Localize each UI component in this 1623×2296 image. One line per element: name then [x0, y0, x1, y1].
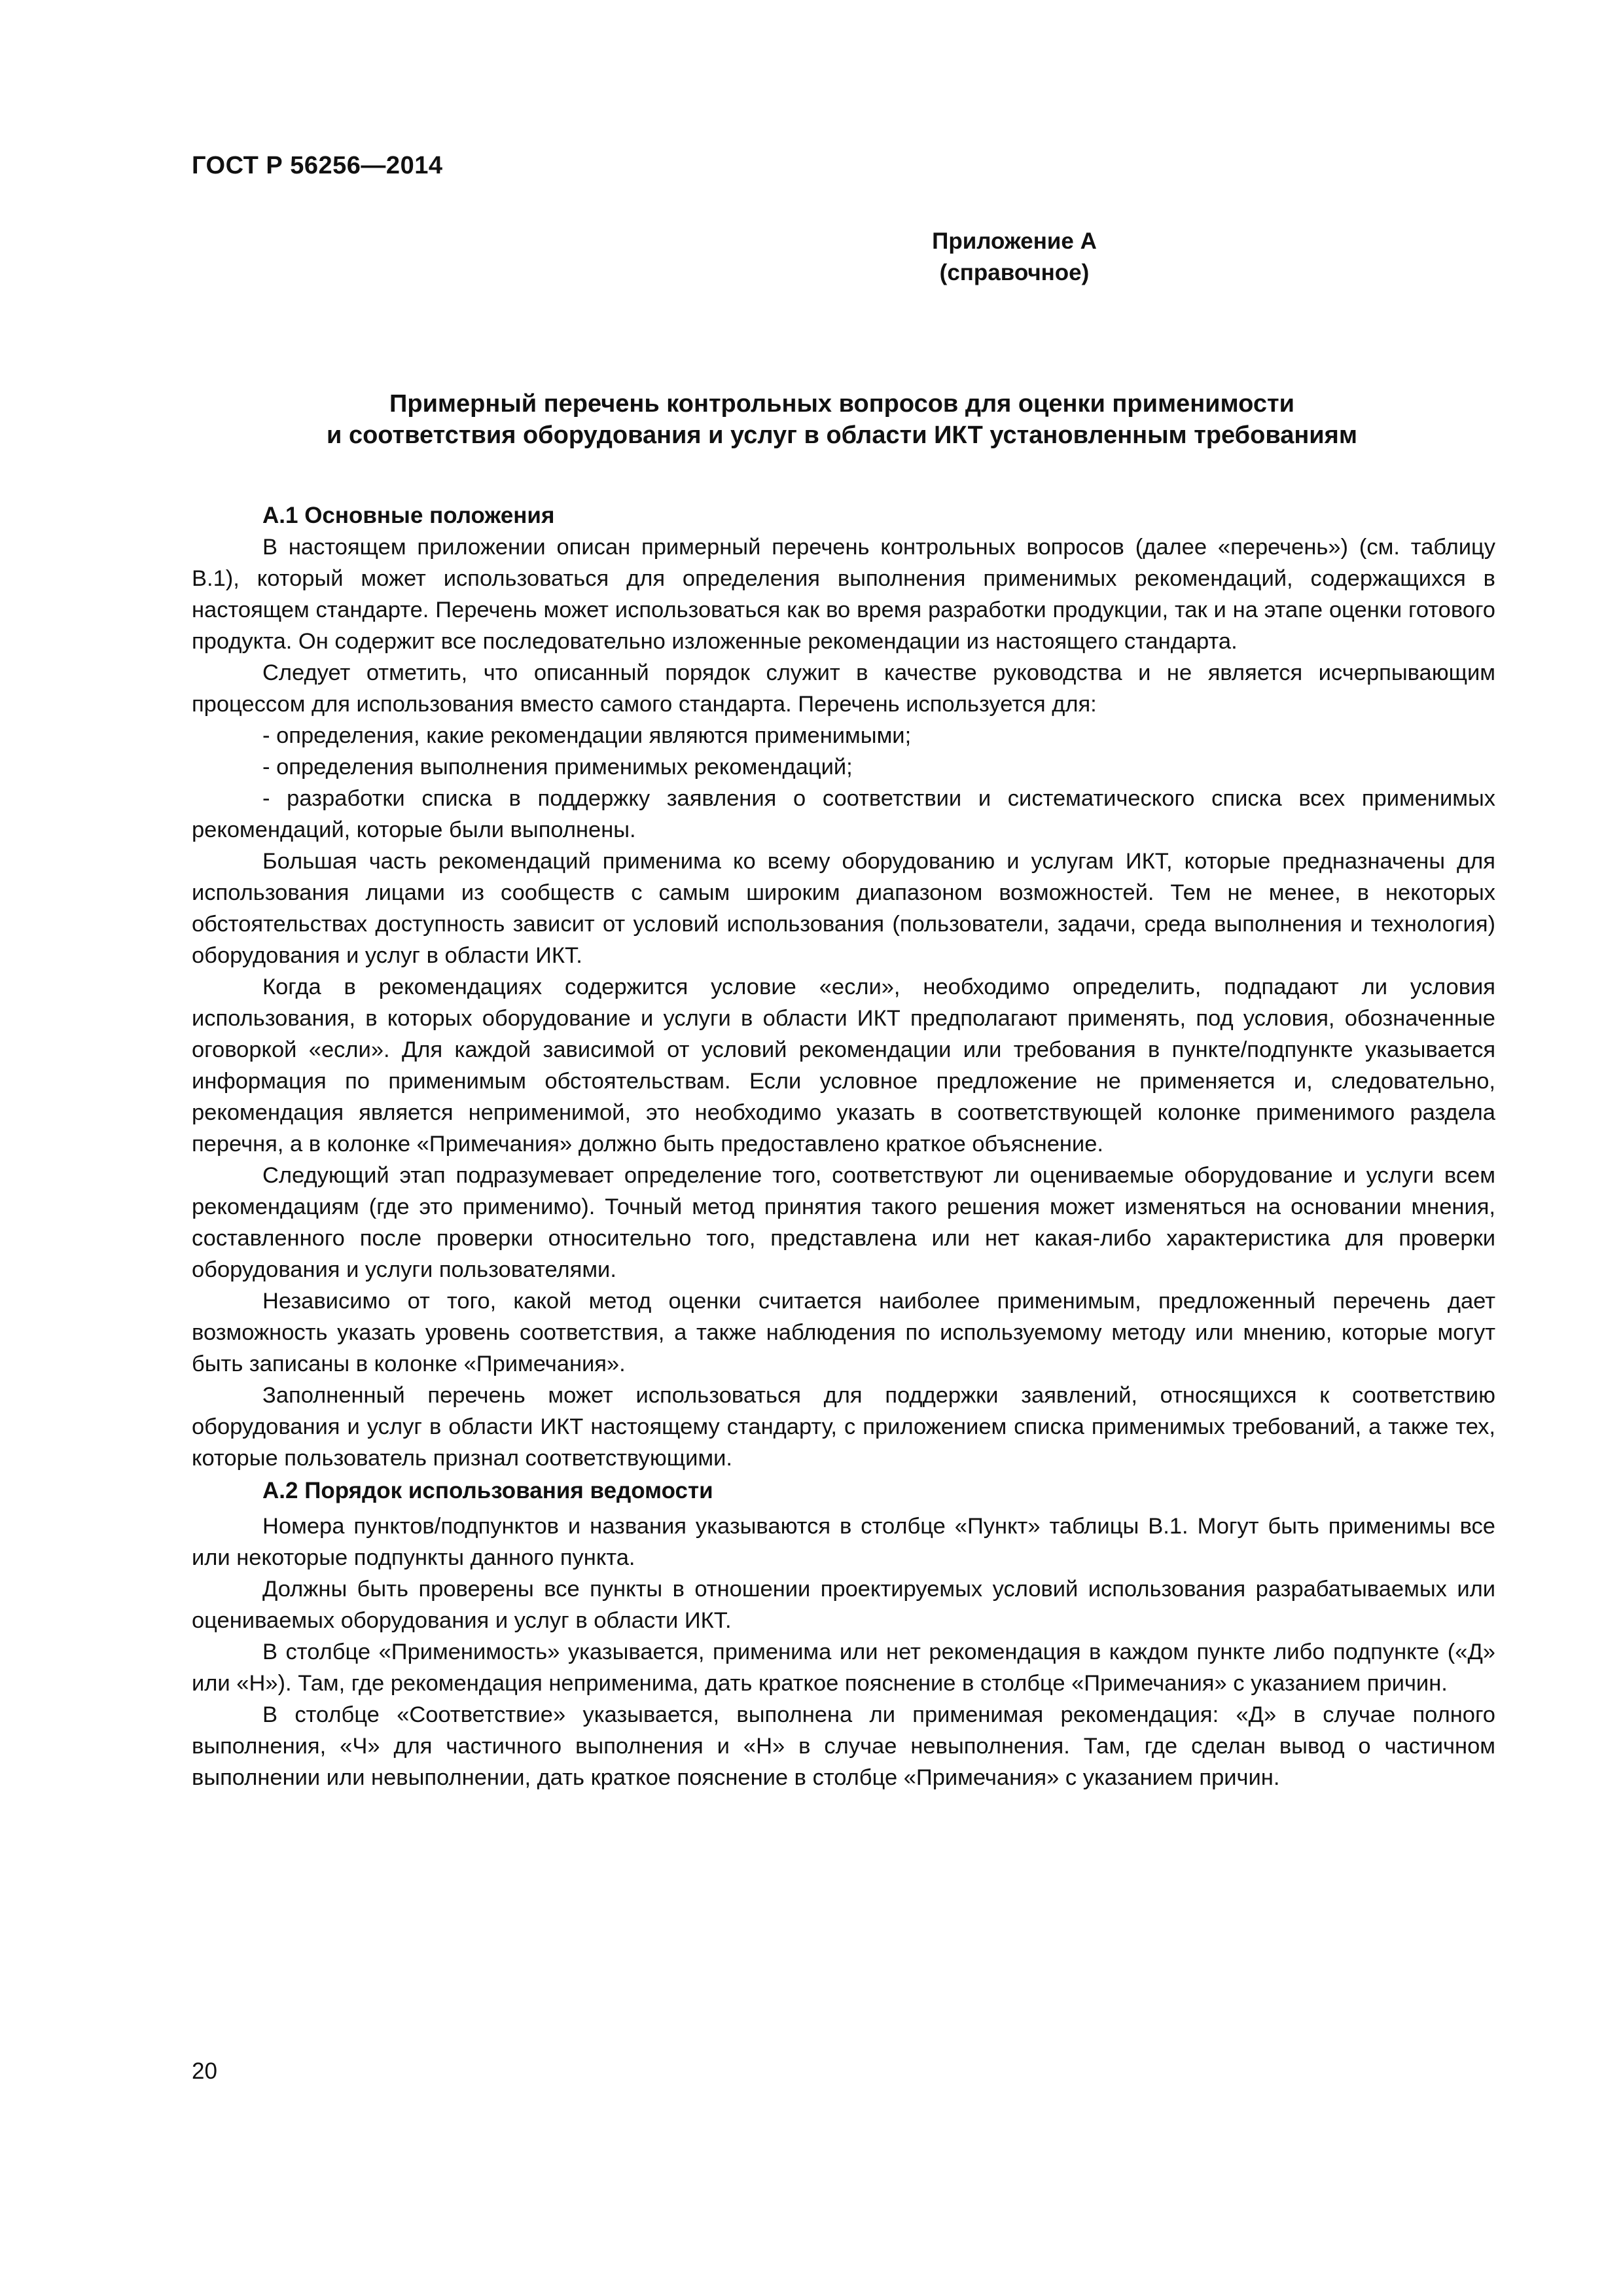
section-heading-a2: А.2 Порядок использования ведомости: [262, 1478, 713, 1503]
appendix-kind: (справочное): [939, 260, 1090, 285]
paragraph: В столбце «Соответствие» указывается, выполнена ли применимая рекомендация: «Д» в случае полного выполнения, «Ч» для частичного выполнения и «Н» в случае невыполнения. Там, где сделан вывод о частичном выполнении или невыполнении, дать краткое пояснение в столбце «Примечания» с указанием причин.: [192, 1702, 1495, 1790]
paragraph: Заполненный перечень может использоваться для поддержки заявлений, относящихся к соответствию оборудования и услуг в области ИКТ настоящему стандарту, с приложением списка применимых требований, а также тех, которые пользователь признал соответствующими.: [192, 1383, 1495, 1471]
document-code: ГОСТ Р 56256—2014: [192, 152, 443, 179]
paragraph: В столбце «Применимость» указывается, применима или нет рекомендация в каждом пункте либо подпункте («Д» или «Н»). Там, где рекомендация неприменима, дать краткое пояснение в столбце «Примечания» с указанием причин.: [192, 1640, 1495, 1696]
paragraph: Должны быть проверены все пункты в отношении проектируемых условий использования разрабатываемых или оцениваемых оборудования и услуг в области ИКТ.: [192, 1577, 1495, 1633]
list-item: - разработки списка в поддержку заявления о соответствии и систематического списка всех применимых рекомендаций, которые были выполнены.: [192, 786, 1495, 842]
paragraph: Большая часть рекомендаций применима ко всему оборудованию и услугам ИКТ, которые предназначены для использования лицами из сообществ с самым широким диапазоном возможностей. Тем не менее, в некоторых обстоятельствах доступность зависит от условий использования (пользователи, задачи, среда выполнения и технология) оборудования и услуг в области ИКТ.: [192, 849, 1495, 968]
paragraph: Независимо от того, какой метод оценки считается наиболее применимым, предложенный перечень дает возможность указать уровень соответствия, а также наблюдения по используемому методу или мнению, которые могут быть записаны в колонке «Примечания».: [192, 1289, 1495, 1376]
paragraph: Когда в рекомендациях содержится условие «если», необходимо определить, подпадают ли условия использования, в которых оборудование и услуги в области ИКТ предполагают применять, под условия, обозначенные оговоркой «если». Для каждой зависимой от условий рекомендации или требования в пункте/подпункте указывается информация по применимым обстоятельствам. Если условное предложение не применяется и, следовательно, рекомендация является неприменимой, это необходимо указать в соответствующей колонке применимого раздела перечня, а в колонке «Примечания» должно быть предоставлено краткое объяснение.: [192, 975, 1495, 1157]
paragraph: В настоящем приложении описан примерный перечень контрольных вопросов (далее «перечень») (см. таблицу В.1), который может использоваться для определения выполнения применимых рекомендаций, содержащихся в настоящем стандарте. Перечень может использоваться как во время разработки продукции, так и на этапе оценки готового продукта. Он содержит все последовательно изложенные рекомендации из настоящего стандарта.: [192, 535, 1495, 654]
paragraph: Следующий этап подразумевает определение того, соответствуют ли оцениваемые оборудование и услуги всем рекомендациям (где это применимо). Точный метод принятия такого решения может изменяться на основании мнения, составленного после проверки относительно того, представлена или нет какая-либо характеристика для проверки оборудования и услуги пользователями.: [192, 1163, 1495, 1282]
list-item: - определения, какие рекомендации являются применимыми;: [262, 723, 912, 748]
appendix-heading: [0, 226, 1623, 289]
paragraph: Следует отметить, что описанный порядок служит в качестве руководства и не является исчерпывающим процессом для использования вместо самого стандарта. Перечень используется для:: [192, 660, 1495, 717]
title-line-1: Примерный перечень контрольных вопросов для оценки применимости: [389, 390, 1294, 418]
paragraph: Номера пунктов/подпунктов и названия указываются в столбце «Пункт» таблицы В.1. Могут быть применимы все или некоторые подпункты данного пункта.: [192, 1514, 1495, 1570]
list-item: - определения выполнения применимых рекомендаций;: [262, 755, 853, 780]
document-body: [192, 500, 1495, 1793]
title-line-2: и соответствия оборудования и услуг в области ИКТ установленным требованиям: [327, 422, 1357, 449]
page-title: [192, 388, 1492, 451]
appendix-title: Приложение А: [932, 228, 1097, 254]
page-number: 20: [192, 2058, 217, 2084]
section-heading-a1: А.1 Основные положения: [262, 503, 555, 528]
